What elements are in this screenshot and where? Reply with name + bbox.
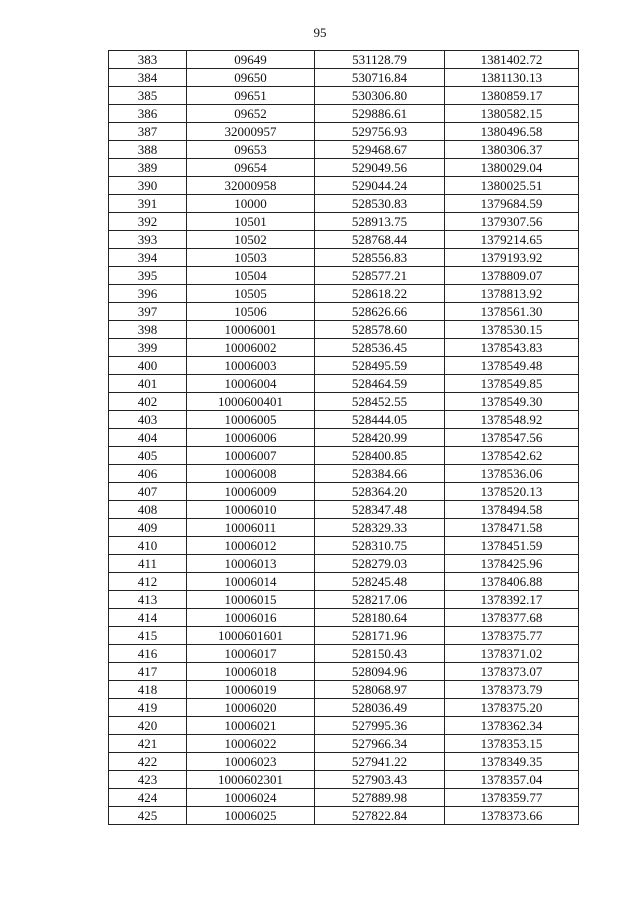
x-coordinate-cell: 528068.97 — [315, 681, 445, 699]
table-row — [109, 429, 579, 447]
x-coordinate-cell: 528150.43 — [315, 645, 445, 663]
point-number-cell: 406 — [109, 465, 187, 483]
point-code-cell: 09653 — [187, 141, 315, 159]
point-number-cell: 420 — [109, 717, 187, 735]
table-row — [109, 411, 579, 429]
x-coordinate-cell: 529049.56 — [315, 159, 445, 177]
x-coordinate-cell: 528626.66 — [315, 303, 445, 321]
point-code-cell: 09651 — [187, 87, 315, 105]
point-code-cell: 10504 — [187, 267, 315, 285]
point-code-cell: 10006010 — [187, 501, 315, 519]
y-coordinate-cell: 1378451.59 — [445, 537, 579, 555]
y-coordinate-cell: 1380029.04 — [445, 159, 579, 177]
point-number-cell: 383 — [109, 51, 187, 69]
point-code-cell: 10505 — [187, 285, 315, 303]
point-number-cell: 424 — [109, 789, 187, 807]
x-coordinate-cell: 531128.79 — [315, 51, 445, 69]
x-coordinate-cell: 528536.45 — [315, 339, 445, 357]
y-coordinate-cell: 1380025.51 — [445, 177, 579, 195]
point-number-cell: 395 — [109, 267, 187, 285]
point-number-cell: 386 — [109, 105, 187, 123]
table-row — [109, 267, 579, 285]
table-row — [109, 483, 579, 501]
x-coordinate-cell: 529044.24 — [315, 177, 445, 195]
point-number-cell: 415 — [109, 627, 187, 645]
y-coordinate-cell: 1378494.58 — [445, 501, 579, 519]
point-number-cell: 411 — [109, 555, 187, 573]
y-coordinate-cell: 1378392.17 — [445, 591, 579, 609]
point-number-cell: 404 — [109, 429, 187, 447]
point-code-cell: 10000 — [187, 195, 315, 213]
x-coordinate-cell: 528530.83 — [315, 195, 445, 213]
x-coordinate-cell: 528464.59 — [315, 375, 445, 393]
y-coordinate-cell: 1380306.37 — [445, 141, 579, 159]
point-number-cell: 425 — [109, 807, 187, 825]
point-code-cell: 10502 — [187, 231, 315, 249]
point-number-cell: 414 — [109, 609, 187, 627]
table-row — [109, 627, 579, 645]
point-code-cell: 10006021 — [187, 717, 315, 735]
y-coordinate-cell: 1380496.58 — [445, 123, 579, 141]
point-code-cell: 10006025 — [187, 807, 315, 825]
x-coordinate-cell: 528578.60 — [315, 321, 445, 339]
table-row — [109, 681, 579, 699]
x-coordinate-cell: 528452.55 — [315, 393, 445, 411]
y-coordinate-cell: 1379214.65 — [445, 231, 579, 249]
y-coordinate-cell: 1378530.15 — [445, 321, 579, 339]
point-code-cell: 10006023 — [187, 753, 315, 771]
x-coordinate-cell: 528364.20 — [315, 483, 445, 501]
y-coordinate-cell: 1378375.20 — [445, 699, 579, 717]
point-number-cell: 413 — [109, 591, 187, 609]
y-coordinate-cell: 1378549.85 — [445, 375, 579, 393]
y-coordinate-cell: 1378406.88 — [445, 573, 579, 591]
x-coordinate-cell: 529756.93 — [315, 123, 445, 141]
point-number-cell: 402 — [109, 393, 187, 411]
y-coordinate-cell: 1378543.83 — [445, 339, 579, 357]
y-coordinate-cell: 1381130.13 — [445, 69, 579, 87]
point-number-cell: 409 — [109, 519, 187, 537]
table-row — [109, 285, 579, 303]
point-code-cell: 10006024 — [187, 789, 315, 807]
y-coordinate-cell: 1379307.56 — [445, 213, 579, 231]
y-coordinate-cell: 1378542.62 — [445, 447, 579, 465]
point-code-cell: 10006020 — [187, 699, 315, 717]
table-row — [109, 141, 579, 159]
y-coordinate-cell: 1378813.92 — [445, 285, 579, 303]
point-code-cell: 10006014 — [187, 573, 315, 591]
point-code-cell: 10006011 — [187, 519, 315, 537]
point-code-cell: 10006017 — [187, 645, 315, 663]
table-row — [109, 789, 579, 807]
x-coordinate-cell: 529886.61 — [315, 105, 445, 123]
x-coordinate-cell: 528768.44 — [315, 231, 445, 249]
y-coordinate-cell: 1380582.15 — [445, 105, 579, 123]
x-coordinate-cell: 528094.96 — [315, 663, 445, 681]
point-code-cell: 10006009 — [187, 483, 315, 501]
x-coordinate-cell: 528347.48 — [315, 501, 445, 519]
point-number-cell: 401 — [109, 375, 187, 393]
point-code-cell: 09652 — [187, 105, 315, 123]
x-coordinate-cell: 530306.80 — [315, 87, 445, 105]
point-code-cell: 10006004 — [187, 375, 315, 393]
table-row — [109, 231, 579, 249]
table-row — [109, 447, 579, 465]
table-row — [109, 249, 579, 267]
point-code-cell: 32000957 — [187, 123, 315, 141]
point-code-cell: 10006001 — [187, 321, 315, 339]
coordinates-table-body — [109, 51, 579, 825]
y-coordinate-cell: 1378809.07 — [445, 267, 579, 285]
x-coordinate-cell: 527995.36 — [315, 717, 445, 735]
point-number-cell: 390 — [109, 177, 187, 195]
table-row — [109, 87, 579, 105]
point-number-cell: 418 — [109, 681, 187, 699]
table-row — [109, 717, 579, 735]
x-coordinate-cell: 528400.85 — [315, 447, 445, 465]
y-coordinate-cell: 1379193.92 — [445, 249, 579, 267]
x-coordinate-cell: 528245.48 — [315, 573, 445, 591]
point-code-cell: 10501 — [187, 213, 315, 231]
table-row — [109, 555, 579, 573]
x-coordinate-cell: 528577.21 — [315, 267, 445, 285]
point-number-cell: 410 — [109, 537, 187, 555]
point-number-cell: 403 — [109, 411, 187, 429]
x-coordinate-cell: 528310.75 — [315, 537, 445, 555]
table-row — [109, 753, 579, 771]
point-code-cell: 10506 — [187, 303, 315, 321]
point-number-cell: 385 — [109, 87, 187, 105]
x-coordinate-cell: 528384.66 — [315, 465, 445, 483]
table-row — [109, 771, 579, 789]
point-code-cell: 10006015 — [187, 591, 315, 609]
point-number-cell: 417 — [109, 663, 187, 681]
point-number-cell: 398 — [109, 321, 187, 339]
y-coordinate-cell: 1379684.59 — [445, 195, 579, 213]
point-code-cell: 10006022 — [187, 735, 315, 753]
point-number-cell: 387 — [109, 123, 187, 141]
x-coordinate-cell: 528036.49 — [315, 699, 445, 717]
x-coordinate-cell: 528495.59 — [315, 357, 445, 375]
point-number-cell: 384 — [109, 69, 187, 87]
point-code-cell: 10006008 — [187, 465, 315, 483]
y-coordinate-cell: 1378377.68 — [445, 609, 579, 627]
table-row — [109, 213, 579, 231]
table-row — [109, 609, 579, 627]
point-code-cell: 10006012 — [187, 537, 315, 555]
y-coordinate-cell: 1378549.48 — [445, 357, 579, 375]
x-coordinate-cell: 528556.83 — [315, 249, 445, 267]
point-number-cell: 399 — [109, 339, 187, 357]
point-code-cell: 1000602301 — [187, 771, 315, 789]
point-number-cell: 391 — [109, 195, 187, 213]
x-coordinate-cell: 527966.34 — [315, 735, 445, 753]
point-number-cell: 407 — [109, 483, 187, 501]
y-coordinate-cell: 1378561.30 — [445, 303, 579, 321]
table-row — [109, 663, 579, 681]
point-number-cell: 416 — [109, 645, 187, 663]
point-code-cell: 10006003 — [187, 357, 315, 375]
point-number-cell: 394 — [109, 249, 187, 267]
y-coordinate-cell: 1378375.77 — [445, 627, 579, 645]
y-coordinate-cell: 1378349.35 — [445, 753, 579, 771]
x-coordinate-cell: 528279.03 — [315, 555, 445, 573]
y-coordinate-cell: 1378359.77 — [445, 789, 579, 807]
point-code-cell: 09650 — [187, 69, 315, 87]
point-number-cell: 419 — [109, 699, 187, 717]
y-coordinate-cell: 1378548.92 — [445, 411, 579, 429]
y-coordinate-cell: 1378549.30 — [445, 393, 579, 411]
point-code-cell: 10006005 — [187, 411, 315, 429]
point-code-cell: 09649 — [187, 51, 315, 69]
point-number-cell: 408 — [109, 501, 187, 519]
point-code-cell: 10006018 — [187, 663, 315, 681]
page-number: 95 — [313, 25, 327, 40]
point-number-cell: 392 — [109, 213, 187, 231]
x-coordinate-cell: 528171.96 — [315, 627, 445, 645]
table-row — [109, 699, 579, 717]
point-number-cell: 405 — [109, 447, 187, 465]
y-coordinate-cell: 1378362.34 — [445, 717, 579, 735]
table-row — [109, 807, 579, 825]
y-coordinate-cell: 1378357.04 — [445, 771, 579, 789]
x-coordinate-cell: 528913.75 — [315, 213, 445, 231]
table-row — [109, 339, 579, 357]
point-code-cell: 10006019 — [187, 681, 315, 699]
y-coordinate-cell: 1378373.66 — [445, 807, 579, 825]
coordinates-table — [108, 50, 579, 825]
table-row — [109, 735, 579, 753]
table-row — [109, 375, 579, 393]
point-number-cell: 396 — [109, 285, 187, 303]
table-row — [109, 105, 579, 123]
point-code-cell: 1000600401 — [187, 393, 315, 411]
x-coordinate-cell: 528420.99 — [315, 429, 445, 447]
y-coordinate-cell: 1381402.72 — [445, 51, 579, 69]
point-code-cell: 10503 — [187, 249, 315, 267]
y-coordinate-cell: 1378520.13 — [445, 483, 579, 501]
y-coordinate-cell: 1378547.56 — [445, 429, 579, 447]
point-code-cell: 10006006 — [187, 429, 315, 447]
x-coordinate-cell: 528217.06 — [315, 591, 445, 609]
x-coordinate-cell: 528329.33 — [315, 519, 445, 537]
table-row — [109, 303, 579, 321]
point-number-cell: 421 — [109, 735, 187, 753]
table-row — [109, 501, 579, 519]
point-code-cell: 10006016 — [187, 609, 315, 627]
x-coordinate-cell: 527889.98 — [315, 789, 445, 807]
y-coordinate-cell: 1378373.79 — [445, 681, 579, 699]
x-coordinate-cell: 527903.43 — [315, 771, 445, 789]
x-coordinate-cell: 530716.84 — [315, 69, 445, 87]
table-row — [109, 69, 579, 87]
table-row — [109, 573, 579, 591]
table-row — [109, 159, 579, 177]
point-code-cell: 10006013 — [187, 555, 315, 573]
x-coordinate-cell: 528180.64 — [315, 609, 445, 627]
point-number-cell: 423 — [109, 771, 187, 789]
point-number-cell: 388 — [109, 141, 187, 159]
point-number-cell: 397 — [109, 303, 187, 321]
x-coordinate-cell: 528618.22 — [315, 285, 445, 303]
y-coordinate-cell: 1378536.06 — [445, 465, 579, 483]
table-row — [109, 591, 579, 609]
table-row — [109, 537, 579, 555]
point-code-cell: 1000601601 — [187, 627, 315, 645]
point-number-cell: 422 — [109, 753, 187, 771]
x-coordinate-cell: 527822.84 — [315, 807, 445, 825]
table-row — [109, 321, 579, 339]
point-code-cell: 09654 — [187, 159, 315, 177]
table-row — [109, 645, 579, 663]
table-row — [109, 465, 579, 483]
table-row — [109, 195, 579, 213]
table-row — [109, 51, 579, 69]
point-number-cell: 393 — [109, 231, 187, 249]
table-row — [109, 357, 579, 375]
y-coordinate-cell: 1378371.02 — [445, 645, 579, 663]
y-coordinate-cell: 1378425.96 — [445, 555, 579, 573]
table-row — [109, 519, 579, 537]
point-number-cell: 389 — [109, 159, 187, 177]
y-coordinate-cell: 1380859.17 — [445, 87, 579, 105]
point-code-cell: 10006007 — [187, 447, 315, 465]
table-row — [109, 123, 579, 141]
point-code-cell: 10006002 — [187, 339, 315, 357]
table-row — [109, 393, 579, 411]
x-coordinate-cell: 527941.22 — [315, 753, 445, 771]
y-coordinate-cell: 1378353.15 — [445, 735, 579, 753]
point-number-cell: 412 — [109, 573, 187, 591]
point-code-cell: 32000958 — [187, 177, 315, 195]
table-row — [109, 177, 579, 195]
y-coordinate-cell: 1378373.07 — [445, 663, 579, 681]
x-coordinate-cell: 528444.05 — [315, 411, 445, 429]
x-coordinate-cell: 529468.67 — [315, 141, 445, 159]
y-coordinate-cell: 1378471.58 — [445, 519, 579, 537]
point-number-cell: 400 — [109, 357, 187, 375]
